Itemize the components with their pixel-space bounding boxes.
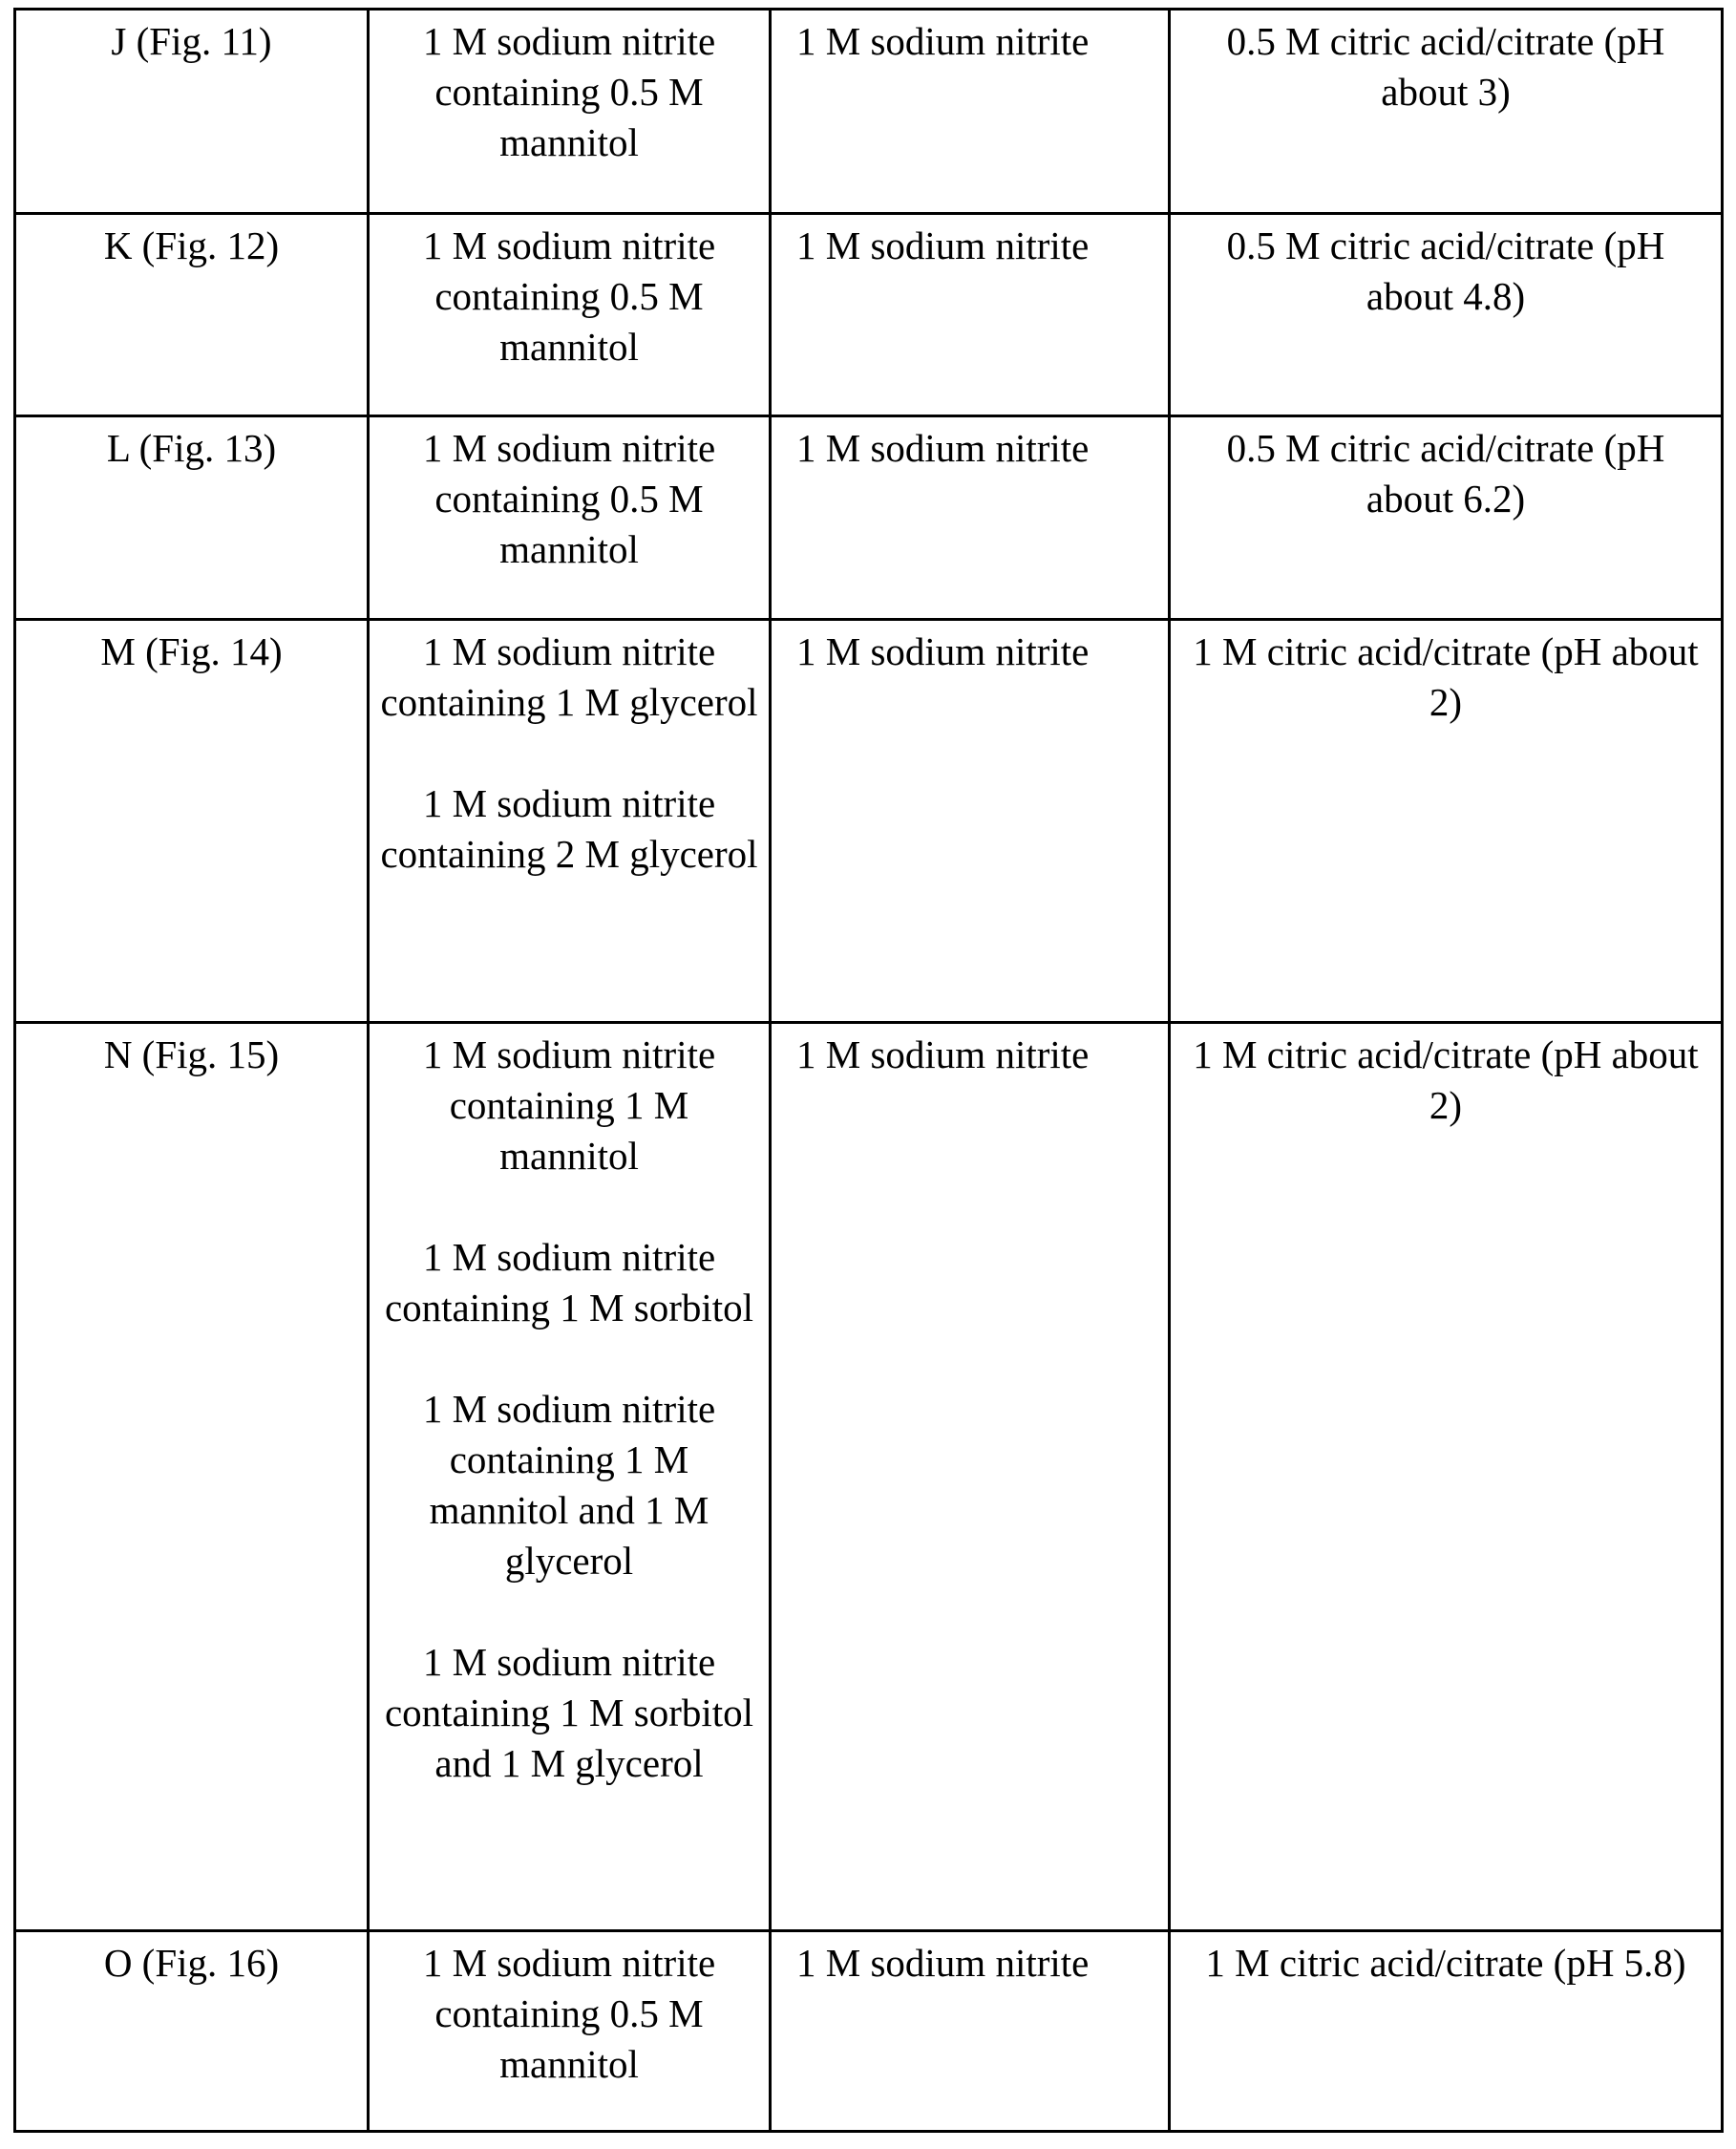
solution-entry: 1 M sodium nitrite containing 1 M glycerol	[379, 627, 759, 728]
acid-solution-cell: 1 M citric acid/citrate (pH about 2)	[1170, 620, 1723, 1023]
second-solution-cell: 1 M sodium nitrite	[771, 1931, 1170, 2132]
solution-entry: 1 M sodium nitrite containing 1 M sorbitol and 1 M glycerol	[379, 1637, 759, 1789]
first-solution-cell	[369, 416, 771, 620]
first-solution-cell	[369, 214, 771, 416]
row-label-cell: M (Fig. 14)	[15, 620, 369, 1023]
second-solution-cell: 1 M sodium nitrite	[771, 1023, 1170, 1931]
solution-entry: 1 M sodium nitrite containing 0.5 M mannitol	[379, 16, 759, 168]
acid-solution-cell: 1 M citric acid/citrate (pH about 2)	[1170, 1023, 1723, 1931]
row-label-cell: J (Fig. 11)	[15, 10, 369, 214]
solution-entry: 1 M sodium nitrite containing 2 M glycerol	[379, 778, 759, 880]
first-solution-cell	[369, 1023, 771, 1931]
row-label-cell: L (Fig. 13)	[15, 416, 369, 620]
solution-entry: 1 M sodium nitrite containing 1 M sorbitol	[379, 1232, 759, 1333]
table-row	[15, 1931, 1723, 2132]
row-label-cell: O (Fig. 16)	[15, 1931, 369, 2132]
row-label-cell: N (Fig. 15)	[15, 1023, 369, 1931]
first-solution-cell	[369, 1931, 771, 2132]
formulation-table	[13, 8, 1724, 2133]
solution-entry: 1 M sodium nitrite containing 0.5 M mannitol	[379, 221, 759, 372]
table-row	[15, 214, 1723, 416]
table-row	[15, 10, 1723, 214]
solution-entry: 1 M sodium nitrite containing 0.5 M mannitol	[379, 1938, 759, 2090]
second-solution-cell: 1 M sodium nitrite	[771, 416, 1170, 620]
solution-entry: 1 M sodium nitrite containing 1 M mannitol	[379, 1030, 759, 1181]
second-solution-cell: 1 M sodium nitrite	[771, 10, 1170, 214]
table-row	[15, 416, 1723, 620]
table-row	[15, 1023, 1723, 1931]
acid-solution-cell: 0.5 M citric acid/citrate (pH about 6.2)	[1170, 416, 1723, 620]
second-solution-cell: 1 M sodium nitrite	[771, 214, 1170, 416]
acid-solution-cell: 1 M citric acid/citrate (pH 5.8)	[1170, 1931, 1723, 2132]
solution-entry: 1 M sodium nitrite containing 1 M mannitol and 1 M glycerol	[379, 1384, 759, 1586]
first-solution-cell	[369, 10, 771, 214]
acid-solution-cell: 0.5 M citric acid/citrate (pH about 3)	[1170, 10, 1723, 214]
table-row	[15, 620, 1723, 1023]
second-solution-cell: 1 M sodium nitrite	[771, 620, 1170, 1023]
acid-solution-cell: 0.5 M citric acid/citrate (pH about 4.8)	[1170, 214, 1723, 416]
row-label-cell: K (Fig. 12)	[15, 214, 369, 416]
solution-entry: 1 M sodium nitrite containing 0.5 M mannitol	[379, 423, 759, 575]
first-solution-cell	[369, 620, 771, 1023]
